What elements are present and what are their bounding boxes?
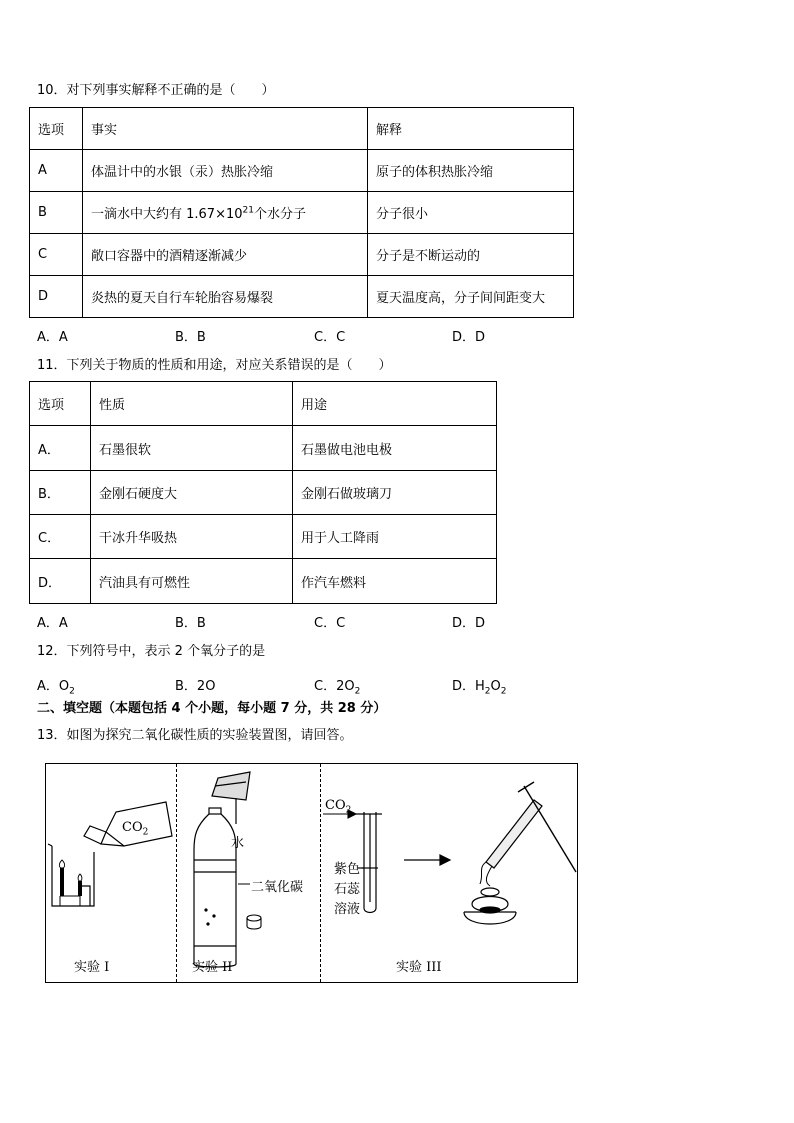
q12-option-text: O — [490, 679, 501, 694]
q10-header-fact: 事实 — [83, 108, 368, 150]
co2-inlet-subscript: 2 — [345, 805, 352, 816]
q12-option-subscript: 2 — [354, 686, 361, 697]
q10-cell-explanation: 原子的体积热胀冷缩 — [368, 150, 574, 192]
experiment-1-label: 实验 I — [74, 960, 110, 975]
q10-option-a[interactable]: A．A — [37, 330, 68, 345]
co2-inlet-text: CO — [325, 798, 346, 813]
litmus-label-2: 石蕊 — [334, 882, 361, 897]
litmus-label-3: 溶液 — [334, 902, 361, 917]
q10-cell-option: A — [30, 150, 83, 192]
water-label: 水 — [231, 836, 245, 851]
q10-cell-option: B — [30, 192, 83, 234]
beaker-icon — [48, 844, 94, 906]
q11-cell-option: A． — [30, 426, 91, 471]
q11-option-c[interactable]: C．C — [314, 616, 346, 631]
experiment-drawing — [46, 764, 579, 984]
table-row — [30, 192, 574, 234]
q11-table — [29, 381, 497, 604]
q11-cell-property: 汽油具有可燃性 — [91, 559, 293, 604]
q10-option-b[interactable]: B．B — [175, 330, 206, 345]
q11-cell-property: 干冰升华吸热 — [91, 515, 293, 559]
q11-option-d[interactable]: D．D — [452, 616, 486, 631]
plastic-bottle-icon — [194, 808, 236, 967]
experiment-figure — [45, 763, 578, 983]
arrow-icon — [404, 855, 450, 865]
q10-cell-explanation: 分子是不断运动的 — [368, 234, 574, 276]
q13-stem: 13．如图为探究二氧化碳性质的实验装置图，请回答。 — [37, 728, 353, 743]
q10-cell-fact: 敞口容器中的酒精逐渐减少 — [83, 234, 368, 276]
q11-header-use: 用途 — [293, 382, 497, 426]
table-row — [30, 150, 574, 192]
q11-header-property: 性质 — [91, 382, 293, 426]
q11-header-option: 选项 — [30, 382, 91, 426]
experiment-3-label: 实验 III — [396, 960, 442, 975]
q10-fact-exponent: 21 — [242, 205, 254, 216]
q10-header-option: 选项 — [30, 108, 83, 150]
q12-option-text: A．O — [37, 679, 70, 694]
q10-fact-text: 一滴水中大约有 1.67×10 — [91, 207, 243, 222]
q12-option-c[interactable] — [314, 675, 361, 697]
candle-icon — [59, 860, 82, 896]
q12-option-a[interactable] — [37, 675, 75, 697]
q10-cell-option: D — [30, 276, 83, 318]
q12-option-text: C．2O — [314, 679, 355, 694]
q11-cell-option: C． — [30, 515, 91, 559]
q12-option-subscript: 2 — [500, 686, 507, 697]
water-cup-icon — [212, 772, 250, 824]
table-row — [30, 515, 497, 559]
q11-cell-use: 金刚石做玻璃刀 — [293, 471, 497, 515]
table-row — [30, 559, 497, 604]
q11-cell-property: 金刚石硬度大 — [91, 471, 293, 515]
q11-cell-use: 作汽车燃料 — [293, 559, 497, 604]
q12-option-subscript: 2 — [69, 686, 75, 697]
q10-header-explanation: 解释 — [368, 108, 574, 150]
q10-cell-explanation: 分子很小 — [368, 192, 574, 234]
co2-bottle-subscript: 2 — [142, 827, 149, 838]
section-heading: 二、填空题（本题包括 4 个小题，每小题 7 分，共 28 分） — [37, 701, 387, 716]
q12-stem: 12．下列符号中，表示 2 个氧分子的是 — [37, 644, 266, 659]
q12-option-b[interactable] — [175, 675, 215, 694]
q10-fact-text: 个水分子 — [253, 207, 306, 222]
q12-option-subscript: 2 — [484, 686, 491, 697]
q12-option-text: D．H — [452, 679, 485, 694]
heating-setup-icon — [464, 782, 576, 924]
co2-bottle-contents-label: 二氧化碳 — [251, 880, 304, 895]
q12-option-d[interactable] — [452, 675, 507, 697]
q10-cell-explanation: 夏天温度高，分子间间距变大 — [368, 276, 574, 318]
q11-cell-use: 石墨做电池电极 — [293, 426, 497, 471]
co2-inlet-label — [325, 798, 352, 816]
q10-cell-fact: 体温计中的水银（汞）热胀冷缩 — [83, 150, 368, 192]
q10-stem: 10．对下列事实解释不正确的是（ ） — [37, 83, 275, 98]
q11-option-a[interactable]: A．A — [37, 616, 68, 631]
q11-option-b[interactable]: B．B — [175, 616, 206, 631]
litmus-label-1: 紫色 — [334, 862, 361, 877]
q10-option-d[interactable]: D．D — [452, 330, 486, 345]
table-row — [30, 234, 574, 276]
experiment-2-label: 实验 II — [192, 960, 233, 975]
q10-cell-option: C — [30, 234, 83, 276]
table-row — [30, 426, 497, 471]
co2-bottle-label — [122, 820, 149, 838]
q11-cell-property: 石墨很软 — [91, 426, 293, 471]
q11-stem: 11．下列关于物质的性质和用途，对应关系错误的是（ ） — [37, 358, 392, 373]
q10-cell-fact — [83, 192, 368, 234]
bottle-cap-icon — [247, 915, 261, 929]
co2-bottle-text: CO — [122, 820, 143, 835]
q12-option-text: B．2O — [175, 679, 216, 694]
q10-table — [29, 107, 574, 318]
q10-option-c[interactable]: C．C — [314, 330, 346, 345]
q11-cell-use: 用于人工降雨 — [293, 515, 497, 559]
q11-cell-option: B． — [30, 471, 91, 515]
q11-cell-option: D． — [30, 559, 91, 604]
table-row — [30, 276, 574, 318]
table-row — [30, 471, 497, 515]
q10-cell-fact: 炎热的夏天自行车轮胎容易爆裂 — [83, 276, 368, 318]
